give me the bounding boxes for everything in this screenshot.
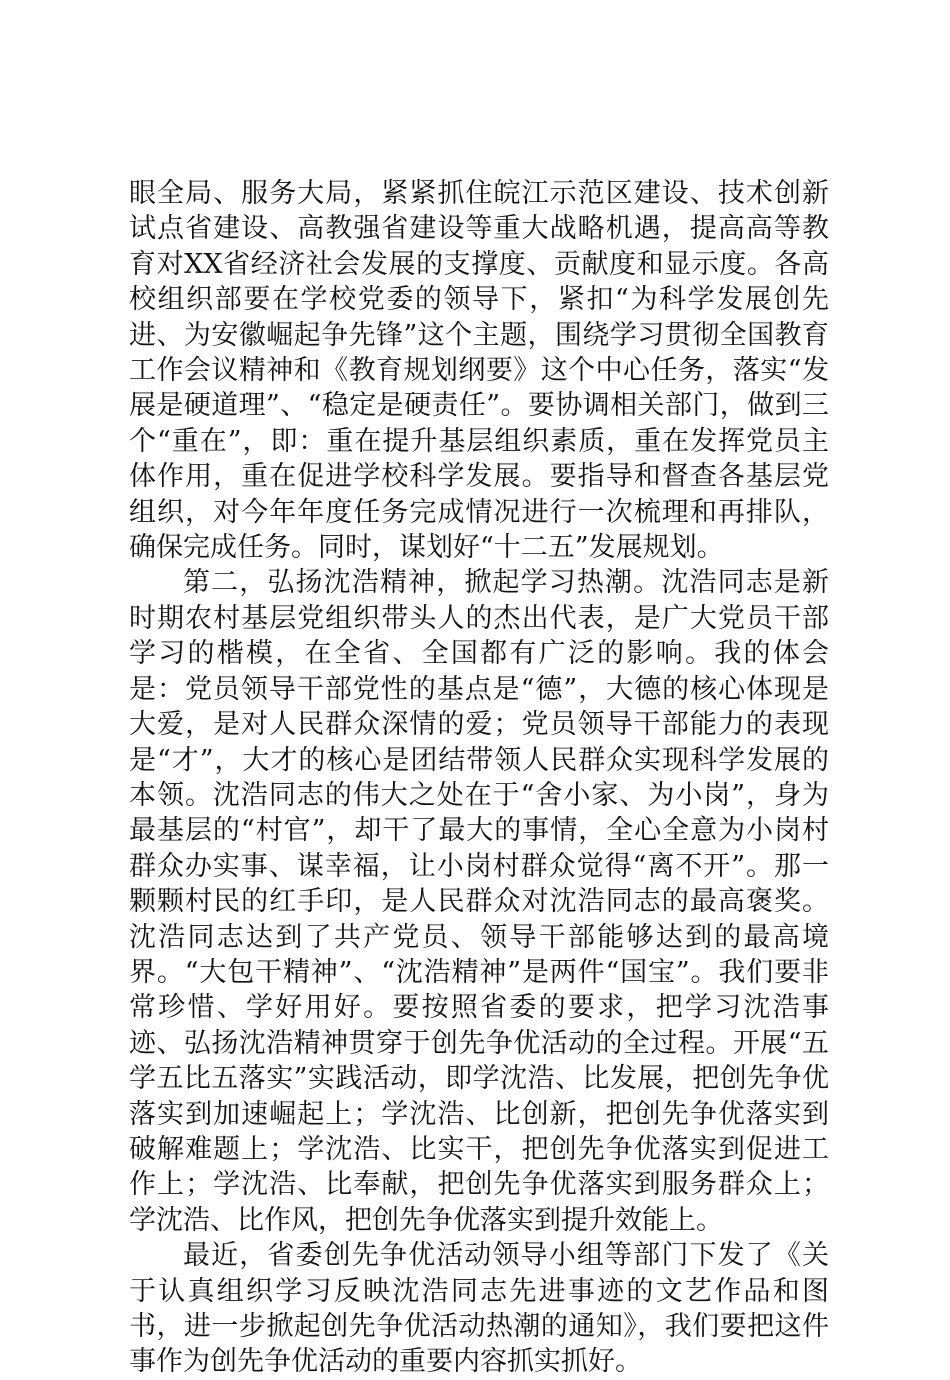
- paragraph-recent-notice: 最近，省委创先争优活动领导小组等部门下发了《关于认真组织学习反映沈浩同志先进事迹的文艺作品和图书，进一步掀起创先争优活动热潮的通知》，我们要把这件事作为创先争优活动的重要内容抓实抓好。: [129, 1240, 829, 1378]
- paragraph-second-point: 第二，弘扬沈浩精神，掀起学习热潮。沈浩同志是新时期农村基层党组织带头人的杰出代表，是广大党员干部学习的楷模，在全省、全国都有广泛的影响。我的体会是：党员领导干部党性的基点是“德”，大德的核心体现是大爱，是对人民群众深情的爱；党员领导干部能力的表现是“才”，大才的核心是团结带领人民群众实现科学发展的本领。沈浩同志的伟大之处在于“舍小家、为小岗”，身为最基层的“村官”，却干了最大的事情，全心全意为小岗村群众办实事、谋幸福，让小岗村群众觉得“离不开”。那一颗颗村民的红手印，是人民群众对沈浩同志的最高褒奖。沈浩同志达到了共产党员、领导干部能够达到的最高境界。“大包干精神”、“沈浩精神”是两件“国宝”。我们要非常珍惜、学好用好。要按照省委的要求，把学习沈浩事迹、弘扬沈浩精神贯穿于创先争优活动的全过程。开展“五学五比五落实”实践活动，即学沈浩、比发展，把创先争优落实到加速崛起上；学沈浩、比创新，把创先争优落实到破解难题上；学沈浩、比实干，把创先争优落实到促进工作上；学沈浩、比奉献，把创先争优落实到服务群众上；学沈浩、比作风，把创先争优落实到提升效能上。: [129, 567, 829, 1236]
- body-text: [129, 176, 829, 1380]
- paragraph-continuation: 眼全局、服务大局，紧紧抓住皖江示范区建设、技术创新试点省建设、高教强省建设等重大战略机遇，提高高等教育对XX省经济社会发展的支撑度、贡献度和显示度。各高校组织部要在学校党委的领导下，紧扣“为科学发展创先进、为安徽崛起争先锋”这个主题，围绕学习贯彻全国教育工作会议精神和《教育规划纲要》这个中心任务，落实“发展是硬道理”、“稳定是硬责任”。要协调相关部门，做到三个“重在”，即：重在提升基层组织素质，重在发挥党员主体作用，重在促进学校科学发展。要指导和督查各基层党组织，对今年年度任务完成情况进行一次梳理和再排队，确保完成任务。同时，谋划好“十二五”发展规划。: [129, 178, 829, 564]
